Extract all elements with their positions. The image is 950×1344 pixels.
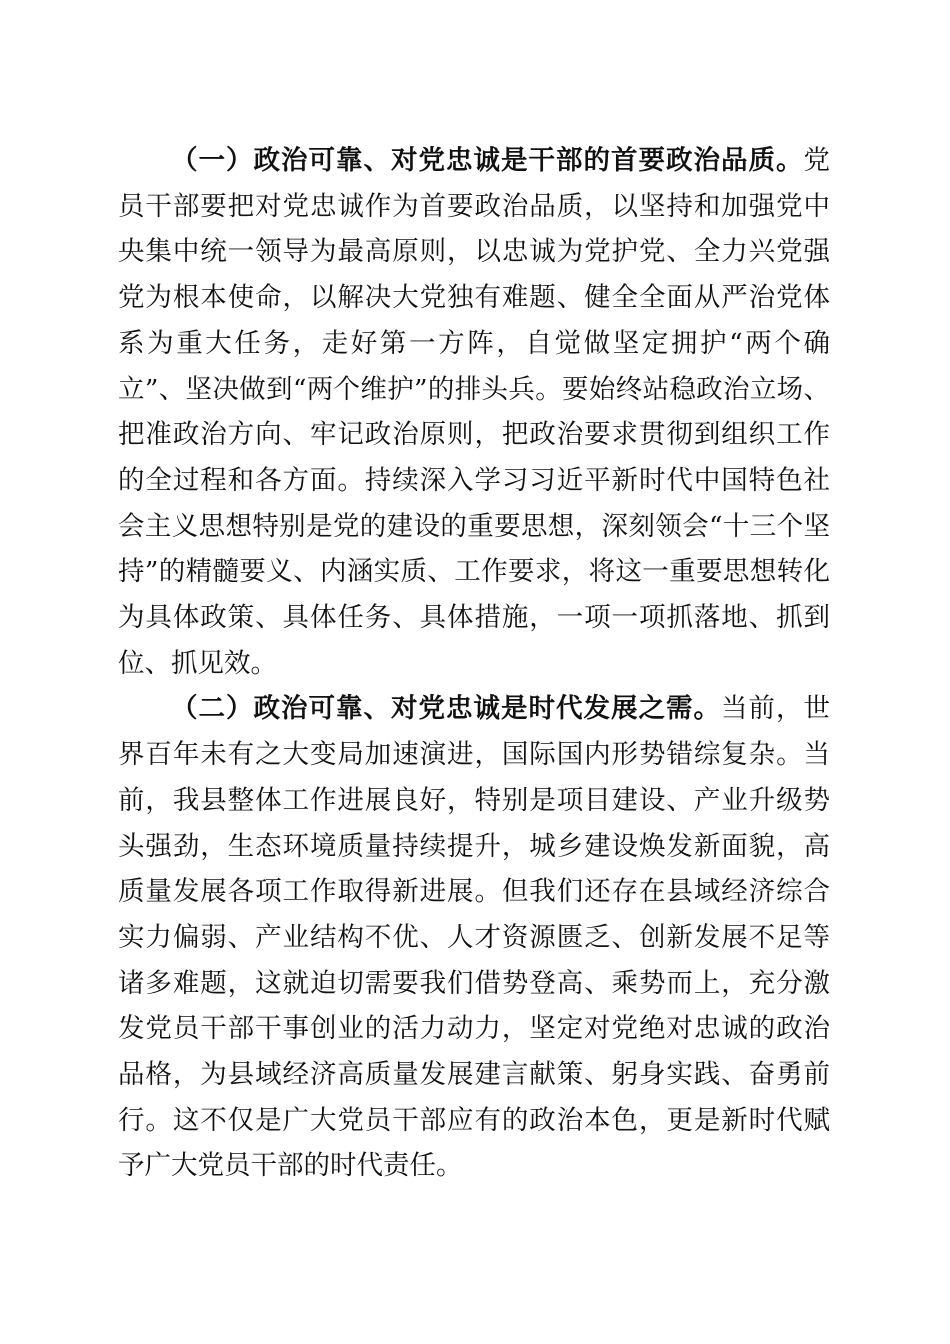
paragraph-2: [118, 686, 830, 1189]
paragraph-2-body: 当前，世界百年未有之大变局加速演进，国际国内形势错综复杂。当前，我县整体工作进展良好，特别是项目建设、产业升级势头强劲，生态环境质量持续提升，城乡建设焕发新面貌，高质量发展各项工作取得新进展。但我们还存在县域经济综合实力偏弱、产业结构不优、人才资源匮乏、创新发展不足等诸多难题，这就迫切需要我们借势登高、乘势而上，充分激发党员干部干事创业的活力动力，坚定对党绝对忠诚的政治品格，为县域经济高质量发展建言献策、躬身实践、奋勇前行。这不仅是广大党员干部应有的政治本色，更是新时代赋予广大党员干部的时代责任。: [118, 693, 830, 1182]
paragraph-1-heading: （一）政治可靠、对党忠诚是干部的首要政治品质。: [171, 145, 804, 176]
paragraph-1: [118, 138, 830, 686]
paragraph-2-heading: （二）政治可靠、对党忠诚是时代发展之需。: [171, 693, 721, 725]
paragraph-1-body: 党员干部要把对党忠诚作为首要政治品质，以坚持和加强党中央集中统一领导为最高原则，以忠诚为党护党、全力兴党强党为根本使命，以解决大党独有难题、健全全面从严治党体系为重大任务，走好第一方阵，自觉做坚定拥护“两个确立”、坚决做到“两个维护”的排头兵。要始终站稳政治立场、把准政治方向、牢记政治原则，把政治要求贯彻到组织工作的全过程和各方面。持续深入学习习近平新时代中国特色社会主义思想特别是党的建设的重要思想，深刻领会“十三个坚持”的精髓要义、内涵实质、工作要求，将这一重要思想转化为具体政策、具体任务、具体措施，一项一项抓落地、抓到位、抓见效。: [118, 145, 830, 679]
document-body: [118, 138, 830, 1189]
